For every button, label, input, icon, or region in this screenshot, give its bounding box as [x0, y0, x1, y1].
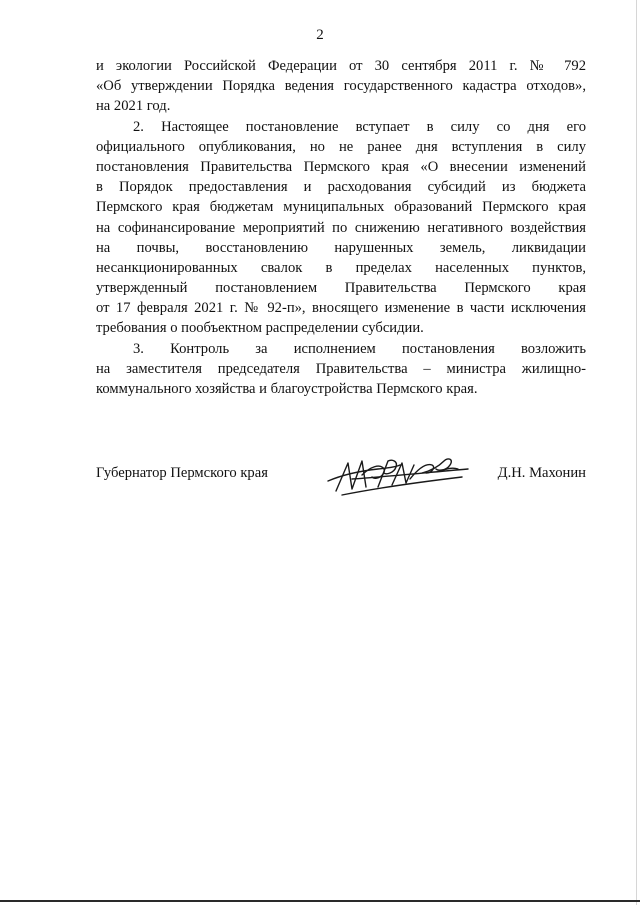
text-line: на софинансирование мероприятий по снижению негативного воздействия	[96, 219, 586, 236]
text-line: на 2021 год.	[96, 98, 171, 115]
signature-block	[96, 457, 586, 497]
text-line: постановления Правительства Пермского края «О внесении изменений	[96, 158, 586, 175]
scan-edge-line	[0, 900, 640, 902]
text-line: Пермского края бюджетам муниципальных образований Пермского края	[96, 199, 586, 216]
text-line: коммунального хозяйства и благоустройства Пермского края.	[96, 381, 478, 397]
scan-edge-line	[636, 0, 637, 905]
signatory-name: Д.Н. Махонин	[497, 465, 586, 481]
text-line: на заместителя председателя Правительства – министра жилищно-	[96, 360, 586, 377]
text-line: от 17 февраля 2021 г. № 92-п», вносящего изменение в части исключения	[96, 300, 586, 317]
text-line: официального опубликования, но не ранее дня вступления в силу	[96, 138, 586, 155]
text-line: требования о пообъектном распределении субсидии.	[96, 320, 424, 337]
paragraph-2	[96, 117, 586, 339]
text-line: «Об утверждении Порядка ведения государственного кадастра отходов»,	[96, 78, 586, 95]
text-line: утвержденный постановлением Правительства Пермского края	[96, 280, 586, 297]
handwritten-signature	[322, 451, 472, 497]
text-line: в Порядок предоставления и расходования субсидий из бюджета	[96, 179, 586, 196]
text-line: на почвы, восстановлению нарушенных земель, ликвидации	[96, 239, 586, 256]
signatory-position: Губернатор Пермского края	[96, 465, 268, 481]
text-line: и экологии Российской Федерации от 30 сентября 2011 г. № 792	[96, 58, 586, 74]
text-line: 3. Контроль за исполнением постановления возложить	[133, 340, 586, 357]
paragraph-3	[96, 339, 586, 400]
paragraph-1	[96, 56, 586, 117]
text-line: несанкционированных свалок в пределах населенных пунктов,	[96, 259, 586, 276]
text-line: 2. Настоящее постановление вступает в силу со дня его	[133, 118, 586, 135]
page-number: 2	[316, 27, 324, 43]
document-body	[96, 56, 586, 399]
